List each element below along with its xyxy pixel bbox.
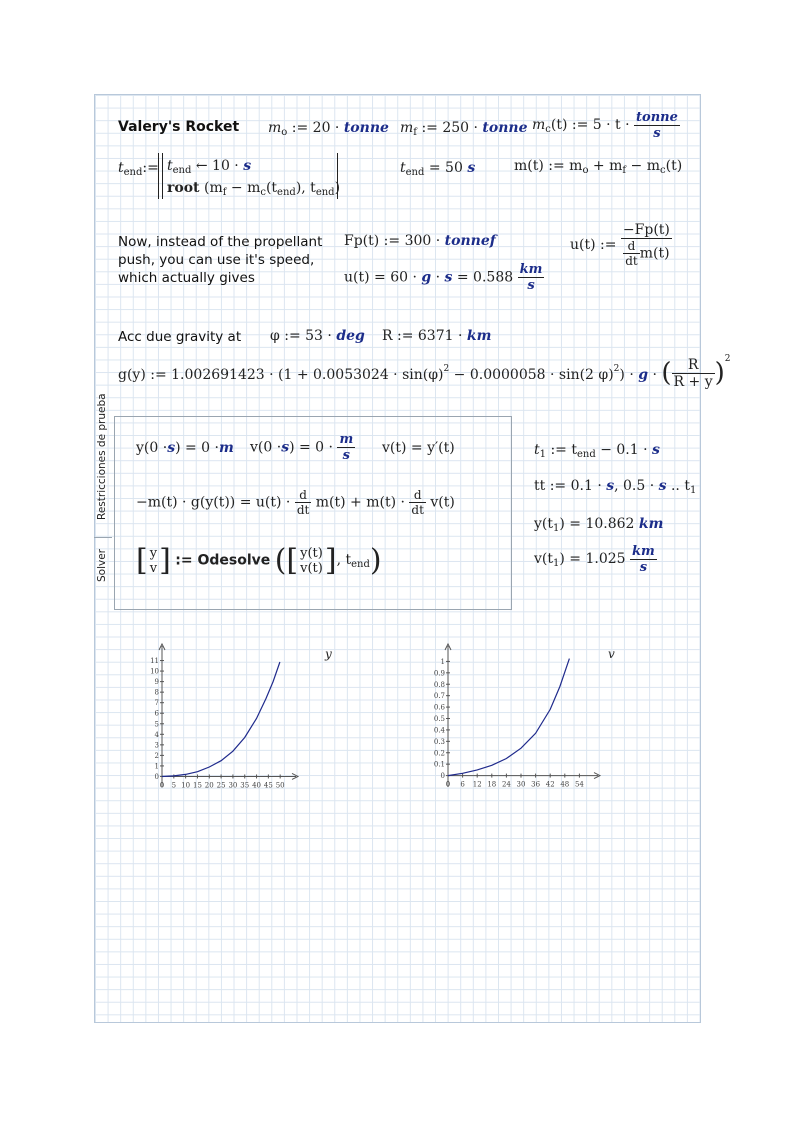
x-tick-label: 48 <box>560 780 570 789</box>
series-line <box>162 662 280 777</box>
gravity-label: Acc due gravity at <box>118 329 242 345</box>
x-tick-label: 5 <box>171 781 177 790</box>
y-axis-label: v <box>608 647 615 661</box>
x-tick-label: 20 <box>204 781 214 790</box>
program-bar <box>158 153 163 199</box>
x-tick-label: 30 <box>516 780 526 789</box>
consumed-mass-def[interactable]: $m_c(t)$ := 5 · t · $\frac{\text{tonne}}{s}$ <box>532 110 678 141</box>
y-tick-label: 0 <box>154 772 159 781</box>
x-tick-label: 36 <box>531 780 541 789</box>
x-tick-label: 40 <box>252 781 262 790</box>
explanation-text: Now, instead of the propellant push, you can use it's speed, which actually gives <box>118 234 323 286</box>
y-tick-label: 10 <box>150 667 159 676</box>
tend-result: $t_{end} = 50$ s <box>400 160 476 178</box>
fuel-mass-def[interactable]: $m_f$ := 250 · tonne <box>400 120 528 138</box>
x-tick-label: 15 <box>192 781 202 790</box>
solver-tab[interactable]: Solver <box>96 549 108 582</box>
x-tick-label: 10 <box>181 781 191 790</box>
tt-range-def[interactable]: tt := 0.1 · s, 0.5 · s .. $t_1$ <box>534 478 697 496</box>
tend-program-lhs[interactable]: $t_{end}:=$ <box>118 160 159 178</box>
x-tick-label: 54 <box>574 780 584 789</box>
y-axis-label: y <box>325 647 332 661</box>
thrust-def[interactable]: Fp(t) := 300 · tonnef <box>344 233 496 249</box>
equation-of-motion[interactable]: −m(t) · g(y(t)) = u(t) · $\frac{d}{dt}$ m(t) + m(t) · $\frac{d}{dt}$ v(t) <box>136 488 455 517</box>
y-tick-label: 0.3 <box>433 737 445 746</box>
y-tick-label: 0.6 <box>433 703 445 712</box>
y-tick-label: 11 <box>150 657 159 666</box>
x-tick-label: 24 <box>501 780 511 789</box>
y-tick-label: 0.8 <box>433 680 445 689</box>
y-tick-label: 0.4 <box>433 726 445 735</box>
y-at-t1-result: $y(t_1) = 10.862$ km <box>534 516 664 534</box>
worksheet-title: Valery's Rocket <box>118 119 240 135</box>
y-tick-label: 4 <box>154 730 159 739</box>
x-tick-label: 25 <box>216 781 226 790</box>
y-tick-label: 0.1 <box>433 760 445 769</box>
initial-velocity-constraint[interactable]: v(0 ·s) = 0 · $\frac{m}{s}$ <box>250 432 354 463</box>
earth-radius-def[interactable]: R := 6371 · km <box>382 328 492 344</box>
tend-program-line1[interactable]: $t_{end}$ ← 10 · s <box>167 158 252 176</box>
y-tick-label: 2 <box>154 751 159 760</box>
y-tick-label: 0.7 <box>433 692 445 701</box>
v-at-t1-result: $v(t_1) = 1.025$ $\frac{km}{s}$ <box>534 544 655 575</box>
y-tick-label: 7 <box>154 699 159 708</box>
y-tick-label: 9 <box>154 678 159 687</box>
gravity-function-def[interactable]: g(y) := $1.002691423 \cdot (1 + 0.0053024 \cdot \sin(\varphi)^2 - 0.0000058 \cdot \sin(2$ φ)$^2$) · g · ( $\frac{R}{R + y}$ )$^2$ <box>118 354 731 390</box>
x-tick-label: 0 <box>159 781 165 790</box>
y-tick-label: 1 <box>440 657 445 666</box>
exhaust-speed-def[interactable]: u(t) := −Fp(t) $\frac{d}{dt}$ m(t) <box>570 222 670 268</box>
y-tick-label: 5 <box>154 720 159 729</box>
position-plot[interactable] <box>140 640 340 810</box>
velocity-plot[interactable] <box>420 640 625 810</box>
x-tick-label: 12 <box>472 780 482 789</box>
y-tick-label: 1 <box>154 762 159 771</box>
y-tick-label: 0.9 <box>433 669 445 678</box>
y-tick-label: 3 <box>154 741 159 750</box>
latitude-def[interactable]: φ := 53 · deg <box>270 328 365 344</box>
constraints-tab[interactable]: Restricciones de prueba <box>96 393 108 520</box>
velocity-constraint[interactable]: v(t) = y′(t) <box>382 440 455 456</box>
t1-def[interactable]: $t_1$ := $t_{end} - 0.1 \cdot s$ <box>534 442 660 460</box>
initial-mass-def[interactable]: $m_o$ := 20 · tonne <box>268 120 389 138</box>
exhaust-speed-eval: u(t) = 60 · g · s = 0.588 $\frac{km}{s}$ <box>344 262 543 293</box>
x-tick-label: 6 <box>460 780 465 789</box>
mass-function-def[interactable]: m(t) := $m_o + m_f - m_c(t)$ <box>514 158 683 176</box>
y-tick-label: 0 <box>440 772 445 781</box>
x-tick-label: 0 <box>445 780 451 789</box>
odesolve-call[interactable]: [ y v ] := Odesolve ([ y(t) v(t) ], $t_{end}$) <box>136 543 382 578</box>
tend-program-line2[interactable]: root ($m_f - m_c(t_{end})$, $t_{end}$) <box>167 180 341 198</box>
x-tick-label: 42 <box>545 780 555 789</box>
series-line <box>448 659 569 776</box>
y-tick-label: 0.2 <box>433 749 445 758</box>
y-tick-label: 8 <box>154 688 159 697</box>
x-tick-label: 30 <box>228 781 238 790</box>
x-tick-label: 35 <box>240 781 250 790</box>
x-tick-label: 45 <box>263 781 273 790</box>
initial-position-constraint[interactable]: y(0 ·s) = 0 ·m <box>136 440 234 456</box>
x-tick-label: 50 <box>275 781 285 790</box>
y-tick-label: 0.5 <box>433 715 445 723</box>
x-tick-label: 18 <box>487 780 497 789</box>
tab-divider <box>94 537 112 538</box>
y-tick-label: 6 <box>154 709 159 718</box>
